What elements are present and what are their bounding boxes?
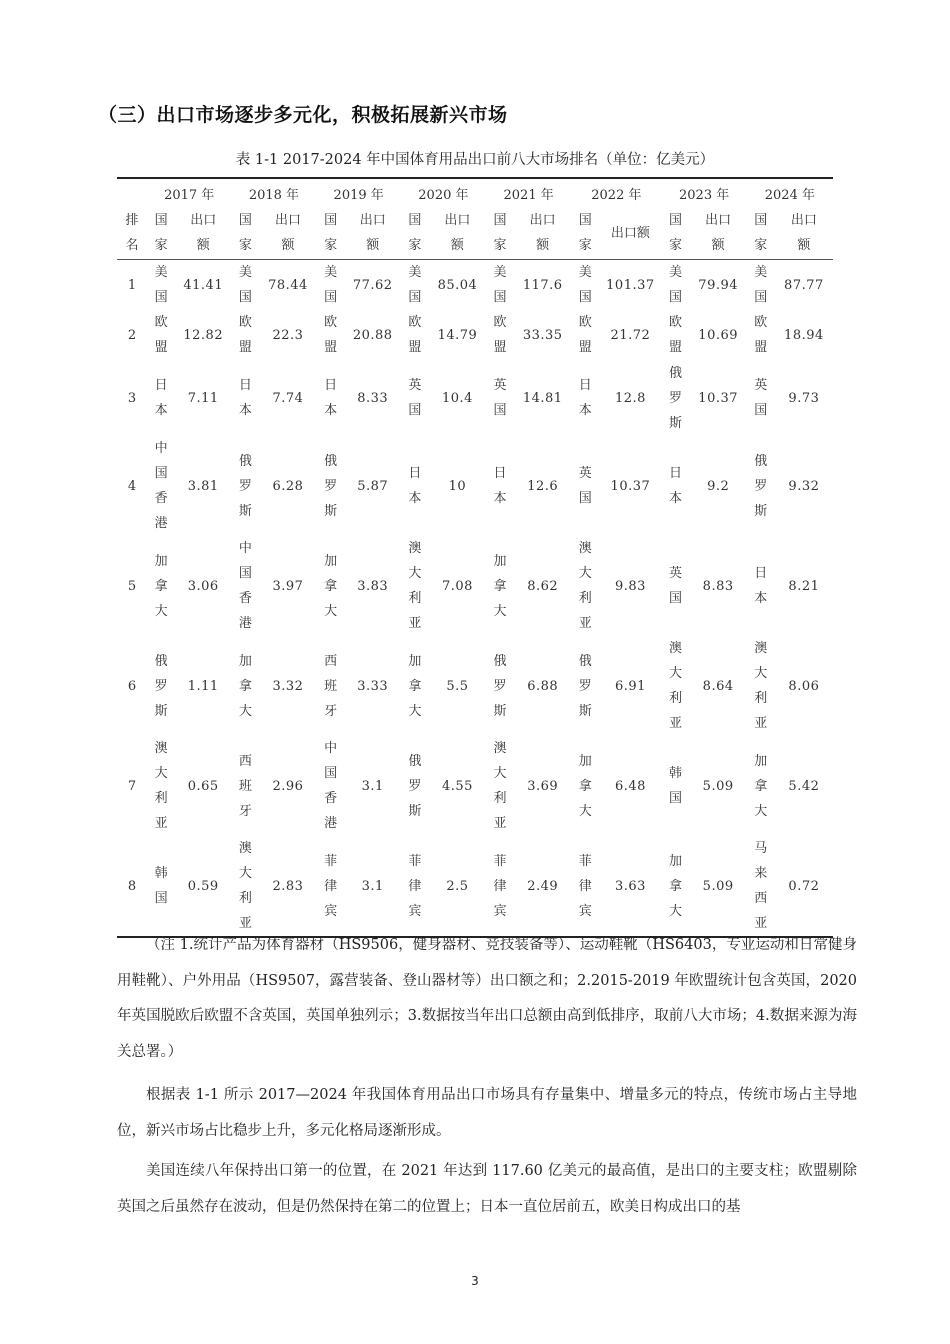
year-header: 2021 年	[486, 178, 571, 207]
paragraph-1: 根据表 1-1 所示 2017—2024 年我国体育用品出口市场具有存量集中、增量多元的特点，传统市场占主导地位，新兴市场占比稳步上升，多元化格局逐渐形成。	[117, 1087, 857, 1139]
country-name: 美国	[754, 265, 768, 305]
year-header: 2023 年	[662, 178, 747, 207]
country-name: 澳大利亚	[408, 541, 422, 631]
export-value-cell: 0.59	[175, 836, 231, 937]
country-name: 美国	[669, 265, 683, 305]
corner-cell	[117, 178, 147, 207]
export-value-cell: 9.73	[788, 390, 820, 406]
export-value-cell: 6.48	[614, 778, 646, 794]
country-cell	[571, 736, 599, 836]
export-value-cell: 78.44	[268, 277, 308, 293]
country-name: 欧盟	[408, 315, 422, 355]
country-cell	[747, 836, 775, 937]
country-name: 日本	[669, 466, 683, 506]
export-value-cell: 7.11	[187, 390, 219, 406]
country-cell	[662, 836, 690, 937]
country-name: 俄罗斯	[669, 365, 683, 431]
country-cell	[662, 536, 690, 636]
country-cell	[401, 260, 429, 311]
country-cell	[747, 536, 775, 636]
country-name: 加拿大	[493, 553, 507, 619]
export-value-cell: 9.32	[788, 478, 820, 494]
export-header: 出口额	[175, 207, 231, 260]
table-row	[117, 436, 833, 536]
export-value-cell: 4.55	[441, 778, 473, 794]
country-name: 英国	[578, 466, 592, 506]
country-cell	[747, 360, 775, 436]
country-cell	[147, 360, 175, 436]
country-header: 国家	[486, 207, 514, 260]
export-value-cell: 5.09	[690, 836, 747, 937]
country-cell	[231, 636, 259, 736]
country-cell	[147, 836, 175, 937]
country-cell	[231, 260, 259, 311]
export-value-cell: 5.5	[446, 678, 469, 694]
export-value-cell: 77.62	[352, 277, 393, 293]
country-name: 马来西亚	[754, 841, 768, 931]
country-cell	[147, 260, 175, 311]
rank-cell: 6	[127, 678, 137, 694]
table-row	[117, 736, 833, 836]
table-row	[117, 310, 833, 360]
country-cell	[231, 736, 259, 836]
country-name: 菲律宾	[578, 853, 592, 919]
country-name: 菲律宾	[408, 853, 422, 919]
country-header: 国家	[571, 207, 599, 260]
rank-cell: 1	[127, 277, 137, 293]
country-cell	[317, 636, 345, 736]
country-name: 欧盟	[238, 315, 252, 355]
export-value-cell: 8.33	[357, 390, 389, 406]
country-cell	[662, 636, 690, 736]
export-value-cell: 8.64	[702, 678, 734, 694]
country-name: 澳大利亚	[493, 741, 507, 831]
country-cell	[662, 436, 690, 536]
rank-cell: 3	[127, 390, 137, 406]
country-name: 日本	[324, 378, 338, 418]
year-header-row	[117, 178, 833, 207]
export-value-cell: 12.8	[614, 390, 646, 406]
export-value-cell: 87.77	[784, 277, 824, 293]
export-header: 出口额	[259, 207, 316, 260]
export-value-cell: 117.6	[522, 277, 563, 293]
country-cell	[147, 636, 175, 736]
country-name: 欧盟	[154, 315, 168, 355]
country-name: 美国	[493, 265, 507, 305]
country-name: 澳大利亚	[238, 841, 252, 931]
country-cell	[662, 736, 690, 836]
country-cell	[317, 436, 345, 536]
country-name: 澳大利亚	[154, 741, 168, 831]
country-cell	[231, 536, 259, 636]
page-number: 3	[471, 1274, 479, 1288]
country-cell	[401, 836, 429, 937]
export-value-cell: 2.5	[429, 836, 486, 937]
country-name: 美国	[238, 265, 252, 305]
table-row	[117, 636, 833, 736]
country-name: 西班牙	[238, 753, 252, 819]
export-value-cell: 5.09	[702, 778, 734, 794]
export-value-cell: 14.81	[522, 390, 563, 406]
export-value-cell: 10.4	[441, 390, 473, 406]
country-cell	[317, 360, 345, 436]
country-name: 日本	[754, 566, 768, 606]
country-cell	[662, 310, 690, 360]
export-value-cell: 2.49	[514, 836, 571, 937]
country-name: 西班牙	[324, 653, 338, 719]
export-value-cell: 1.11	[187, 678, 219, 694]
country-name: 美国	[408, 265, 422, 305]
country-cell	[571, 636, 599, 736]
country-name: 俄罗斯	[578, 653, 592, 719]
country-cell	[571, 536, 599, 636]
country-name: 韩国	[669, 766, 683, 806]
export-value-cell: 2.96	[272, 778, 304, 794]
export-market-table	[117, 177, 833, 938]
country-cell	[401, 736, 429, 836]
country-name: 加拿大	[754, 753, 768, 819]
country-cell	[571, 836, 599, 937]
year-header: 2022 年	[571, 178, 661, 207]
country-cell	[486, 736, 514, 836]
country-cell	[401, 360, 429, 436]
export-value-cell: 0.65	[187, 778, 219, 794]
country-cell	[401, 536, 429, 636]
country-name: 澳大利亚	[754, 641, 768, 731]
country-name: 日本	[408, 466, 422, 506]
export-header: 出口额	[345, 207, 401, 260]
country-name: 俄罗斯	[324, 453, 338, 519]
export-value-cell: 3.1	[345, 836, 401, 937]
country-cell	[231, 436, 259, 536]
country-cell	[231, 836, 259, 937]
export-value-cell: 10.37	[698, 390, 739, 406]
country-cell	[486, 536, 514, 636]
rank-cell: 7	[127, 778, 137, 794]
country-name: 美国	[324, 265, 338, 305]
country-cell	[747, 636, 775, 736]
export-value-cell: 3.1	[361, 778, 384, 794]
column-header-row	[117, 207, 833, 260]
export-value-cell: 20.88	[352, 327, 393, 343]
export-value-cell: 0.72	[775, 836, 833, 937]
table-caption: 表 1-1 2017-2024 年中国体育用品出口前八大市场排名（单位：亿美元）	[235, 152, 715, 168]
country-name: 加拿大	[154, 553, 168, 619]
country-cell	[571, 360, 599, 436]
country-name: 欧盟	[669, 315, 683, 355]
export-header: 出口额	[690, 207, 747, 260]
country-name: 澳大利亚	[669, 641, 683, 731]
country-name: 俄罗斯	[754, 453, 768, 519]
country-header: 国家	[231, 207, 259, 260]
country-name: 日本	[578, 378, 592, 418]
country-name: 欧盟	[324, 315, 338, 355]
country-header: 国家	[147, 207, 175, 260]
country-name: 英国	[754, 378, 768, 418]
export-value-cell: 8.62	[527, 578, 559, 594]
export-value-cell: 9.2	[707, 478, 730, 494]
country-cell	[317, 836, 345, 937]
export-value-cell: 8.21	[788, 578, 820, 594]
country-cell	[486, 836, 514, 937]
country-cell	[571, 436, 599, 536]
country-cell	[401, 310, 429, 360]
country-name: 菲律宾	[493, 853, 507, 919]
export-header: 出口额	[429, 207, 486, 260]
country-name: 美国	[578, 265, 592, 305]
country-cell	[486, 636, 514, 736]
country-name: 美国	[154, 265, 168, 305]
export-value-cell: 3.69	[527, 778, 559, 794]
country-name: 加拿大	[578, 753, 592, 819]
export-value-cell: 10.37	[610, 478, 651, 494]
export-value-cell: 7.74	[272, 390, 304, 406]
country-cell	[147, 436, 175, 536]
export-value-cell: 101.37	[606, 277, 655, 293]
table-row	[117, 360, 833, 436]
country-name: 俄罗斯	[154, 653, 168, 719]
export-value-cell: 18.94	[784, 327, 824, 343]
country-header: 国家	[317, 207, 345, 260]
country-name: 加拿大	[324, 553, 338, 619]
export-header: 出口额	[514, 207, 571, 260]
export-header: 出口额	[775, 207, 833, 260]
rank-cell: 8	[117, 836, 147, 937]
year-header: 2017 年	[147, 178, 231, 207]
country-name: 俄罗斯	[238, 453, 252, 519]
country-cell	[747, 310, 775, 360]
country-cell	[231, 310, 259, 360]
export-value-cell: 8.83	[702, 578, 734, 594]
country-header: 国家	[401, 207, 429, 260]
rank-cell: 5	[127, 578, 137, 594]
export-value-cell: 3.63	[599, 836, 661, 937]
country-cell	[486, 310, 514, 360]
export-value-cell: 41.41	[183, 277, 224, 293]
section-heading: （三）出口市场逐步多元化，积极拓展新兴市场	[98, 104, 508, 126]
country-name: 菲律宾	[324, 853, 338, 919]
country-cell	[486, 436, 514, 536]
export-value-cell: 22.3	[272, 327, 304, 343]
country-name: 英国	[408, 378, 422, 418]
country-cell	[662, 360, 690, 436]
country-name: 日本	[154, 378, 168, 418]
paragraph-2: 美国连续八年保持出口第一的位置，在 2021 年达到 117.60 亿美元的最高值，是出口的主要支柱；欧盟剔除英国之后虽然存在波动，但是仍然保持在第二的位置上；日本一直位居前五，欧美日构成出口的基	[117, 1163, 857, 1215]
year-header: 2024 年	[747, 178, 833, 207]
rank-header: 排名	[117, 207, 147, 260]
export-value-cell: 14.79	[437, 327, 478, 343]
country-cell	[401, 436, 429, 536]
country-name: 日本	[493, 466, 507, 506]
table-row	[117, 260, 833, 311]
table-body	[117, 260, 833, 938]
country-name: 韩国	[154, 866, 168, 906]
export-value-cell: 3.06	[187, 578, 219, 594]
country-name: 加拿大	[238, 653, 252, 719]
country-name: 英国	[669, 566, 683, 606]
table-row	[117, 836, 833, 937]
export-value-cell: 12.6	[527, 478, 559, 494]
export-value-cell: 8.06	[788, 678, 820, 694]
export-value-cell: 3.81	[187, 478, 219, 494]
export-value-cell: 7.08	[441, 578, 473, 594]
country-cell	[317, 536, 345, 636]
country-cell	[147, 536, 175, 636]
country-name: 俄罗斯	[493, 653, 507, 719]
export-value-cell: 3.32	[272, 678, 304, 694]
country-header: 国家	[747, 207, 775, 260]
country-cell	[747, 436, 775, 536]
country-name: 欧盟	[578, 315, 592, 355]
export-value-cell: 10	[448, 478, 467, 494]
country-cell	[147, 310, 175, 360]
country-cell	[486, 260, 514, 311]
country-name: 中国香港	[154, 441, 168, 531]
export-header: 出口额	[599, 207, 661, 260]
country-cell	[231, 360, 259, 436]
country-name: 中国香港	[324, 741, 338, 831]
country-name: 澳大利亚	[578, 541, 592, 631]
export-value-cell: 5.42	[788, 778, 820, 794]
export-value-cell: 12.82	[183, 327, 224, 343]
table-note: （注 1.统计产品为体育器材（HS9506，健身器材、竞技装备等）、运动鞋靴（HS6403，专业运动和日常健身用鞋靴）、户外用品（HS9507，露营装备、登山器材等）出口额之和；2.2015-2019 年欧盟统计包含英国，2020 年英国脱欧后欧盟不含英国，英国单独列示；3.数据按当年出口总额由高到低排序，取前八大市场；4.数据来源为海关总署。）	[117, 937, 857, 1060]
export-value-cell: 3.83	[357, 578, 389, 594]
country-name: 加拿大	[669, 853, 683, 919]
country-cell	[662, 260, 690, 311]
export-value-cell: 21.72	[610, 327, 651, 343]
export-value-cell: 33.35	[522, 327, 563, 343]
export-value-cell: 2.83	[259, 836, 316, 937]
country-cell	[401, 636, 429, 736]
export-value-cell: 6.28	[272, 478, 304, 494]
country-cell	[571, 310, 599, 360]
country-cell	[147, 736, 175, 836]
export-value-cell: 85.04	[437, 277, 478, 293]
country-cell	[747, 260, 775, 311]
table-row	[117, 536, 833, 636]
export-value-cell: 79.94	[698, 277, 739, 293]
year-header: 2019 年	[317, 178, 401, 207]
rank-cell: 4	[127, 478, 137, 494]
export-value-cell: 3.33	[357, 678, 389, 694]
country-name: 欧盟	[493, 315, 507, 355]
country-name: 日本	[238, 378, 252, 418]
export-value-cell: 6.91	[614, 678, 646, 694]
country-name: 加拿大	[408, 653, 422, 719]
country-cell	[317, 260, 345, 311]
country-cell	[317, 310, 345, 360]
year-header: 2018 年	[231, 178, 316, 207]
year-header: 2020 年	[401, 178, 486, 207]
country-cell	[486, 360, 514, 436]
country-header: 国家	[662, 207, 690, 260]
country-name: 俄罗斯	[408, 753, 422, 819]
country-name: 中国香港	[238, 541, 252, 631]
country-cell	[747, 736, 775, 836]
export-value-cell: 10.69	[698, 327, 739, 343]
rank-cell: 2	[127, 327, 137, 343]
export-value-cell: 3.97	[272, 578, 304, 594]
country-name: 英国	[493, 378, 507, 418]
export-value-cell: 6.88	[527, 678, 559, 694]
country-cell	[571, 260, 599, 311]
export-value-cell: 5.87	[357, 478, 389, 494]
country-name: 欧盟	[754, 315, 768, 355]
export-value-cell: 9.83	[614, 578, 646, 594]
country-cell	[317, 736, 345, 836]
